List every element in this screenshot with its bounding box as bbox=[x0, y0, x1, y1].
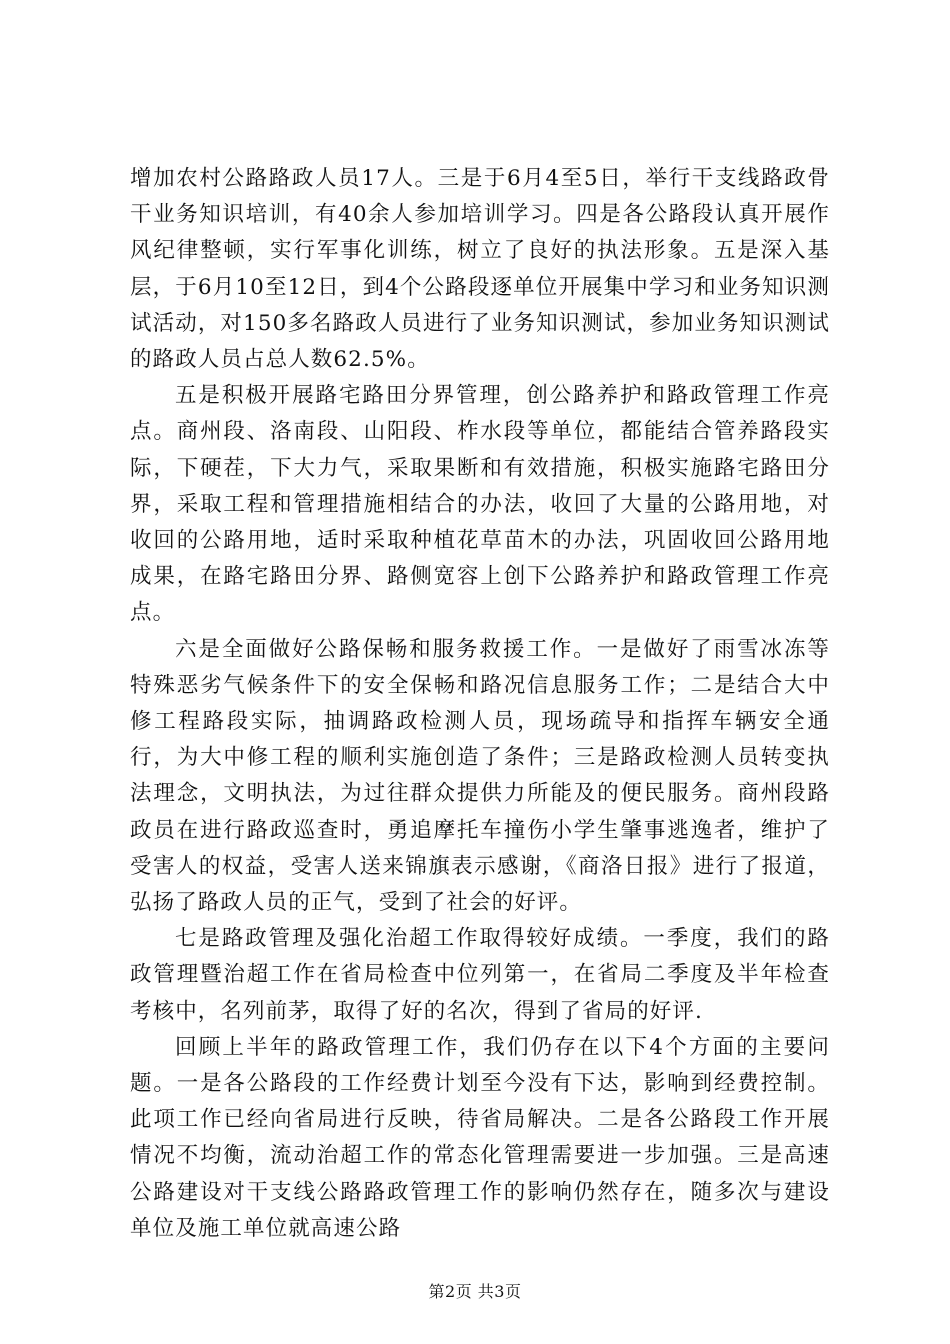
paragraph-continued: 增加农村公路路政人员17人。三是于6月4至5日，举行干支线路政骨干业务知识培训，有40余人参加培训学习。四是各公路段认真开展作风纪律整顿，实行军事化训练，树立了良好的执法形象。五是深入基层，于6月10至12日，到4个公路段逐单位开展集中学习和业务知识测试活动，对150多名路政人员进行了业务知识测试，参加业务知识测试的路政人员占总人数62.5%。 bbox=[130, 166, 830, 373]
paragraph-problems: 回顾上半年的路政管理工作，我们仍存在以下4个方面的主要问题。一是各公路段的工作经费计划至今没有下达，影响到经费控制。此项工作已经向省局进行反映，待省局解决。二是各公路段工作开展情况不均衡，流动治超工作的常态化管理需要进一步加强。三是高速公路建设对干支线公路路政管理工作的影响仍然存在，随多次与建设单位及施工单位就高速公路 bbox=[130, 1034, 830, 1241]
document-body bbox=[130, 161, 830, 1247]
paragraph-item-six: 六是全面做好公路保畅和服务救援工作。一是做好了雨雪冰冻等特殊恶劣气候条件下的安全保畅和路况信息服务工作；二是结合大中修工程路段实际，抽调路政检测人员，现场疏导和指挥车辆安全通行，为大中修工程的顺利实施创造了条件；三是路政检测人员转变执法理念，文明执法，为过往群众提供力所能及的便民服务。商州段路政员在进行路政巡查时，勇追摩托车撞伤小学生肇事逃逸者，维护了受害人的权益，受害人送来锦旗表示感谢，《商洛日报》进行了报道，弘扬了路政人员的正气，受到了社会的好评。 bbox=[130, 636, 830, 916]
paragraph-item-seven: 七是路政管理及强化治超工作取得较好成绩。一季度，我们的路政管理暨治超工作在省局检查中位列第一，在省局二季度及半年检查考核中，名列前茅，取得了好的名次，得到了省局的好评. bbox=[130, 926, 830, 1024]
paragraph-item-five: 五是积极开展路宅路田分界管理，创公路养护和路政管理工作亮点。商州段、洛南段、山阳段、柞水段等单位，都能结合管养路段实际，下硬茬，下大力气，采取果断和有效措施，积极实施路宅路田分界，采取工程和管理措施相结合的办法，收回了大量的公路用地，对收回的公路用地，适时采取种植花草苗木的办法，巩固收回公路用地成果，在路宅路田分界、路侧宽容上创下公路养护和路政管理工作亮点。 bbox=[130, 383, 830, 626]
page-footer: 第2页 共3页 bbox=[428, 1282, 522, 1301]
